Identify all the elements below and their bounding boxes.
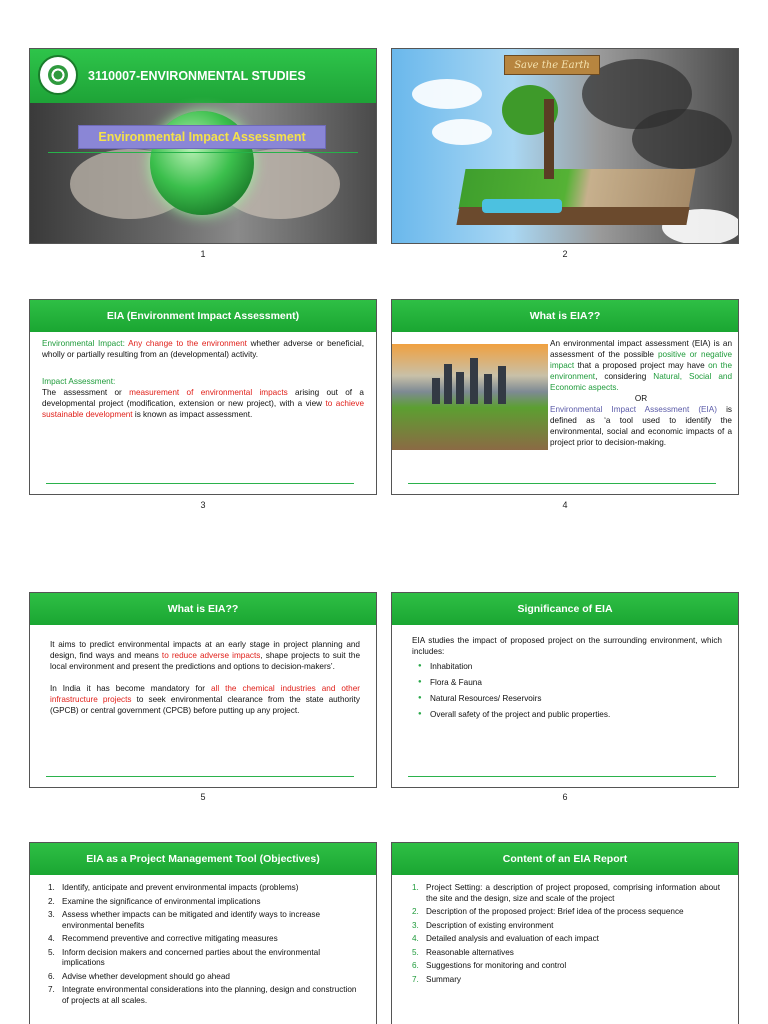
text: In India it has become mandatory for [50, 684, 211, 693]
list-item [412, 948, 720, 959]
page-number: 3 [200, 500, 206, 510]
list-item [412, 975, 720, 986]
slide-6-body [392, 625, 738, 731]
building-shape [444, 364, 452, 404]
significance-list [412, 661, 722, 720]
item-text: Assess whether impacts can be mitigated and identify ways to increase environmental benefits [62, 910, 321, 930]
list-item [48, 985, 358, 1006]
item-text: Description of existing environment [426, 920, 554, 930]
item-number: 3. [48, 910, 55, 919]
water-shape [482, 199, 562, 213]
term-label: Environmental Impact: [42, 339, 129, 348]
slide-2 [391, 48, 739, 244]
highlight: measurement of environmental impacts [129, 388, 288, 397]
list-item [412, 934, 720, 945]
term-label: Impact Assessment: [42, 377, 116, 386]
footer-line [46, 776, 354, 777]
building-shape [456, 372, 464, 404]
slide-5-title: What is EIA?? [30, 593, 376, 625]
item-number: 7. [48, 985, 55, 994]
paragraph [50, 683, 360, 716]
highlight: to reduce adverse impacts [161, 651, 261, 660]
list-item [48, 910, 358, 931]
paragraph [42, 338, 364, 360]
item-text: Advise whether development should go ahead [62, 971, 230, 981]
list-item [48, 897, 358, 908]
paragraph [50, 639, 360, 672]
page-number: 2 [562, 249, 568, 259]
objectives-list [48, 883, 358, 1006]
item-number: 2. [412, 907, 419, 916]
slide-7-body [30, 875, 376, 1015]
list-item [48, 934, 358, 945]
slide-5 [29, 592, 377, 788]
item-number: 2. [48, 896, 55, 906]
item-number: 4. [48, 934, 55, 943]
paragraph [550, 404, 732, 448]
text: arising out of a developmental project (modification, extension or new project), with a view [42, 388, 364, 408]
list-item [412, 921, 720, 932]
slide-4 [391, 299, 739, 495]
report-contents-list [412, 883, 720, 985]
slide-7 [29, 842, 377, 1024]
list-item [48, 883, 358, 894]
item-text: Recommend preventive and corrective mitigating measures [62, 934, 278, 943]
text: is known as impact assessment. [132, 410, 253, 419]
building-shape [484, 374, 492, 404]
slide-5-body [30, 625, 376, 722]
slide-4-body [550, 338, 732, 448]
text: that a proposed project may have [574, 361, 709, 370]
building-shape [432, 378, 440, 404]
list-item [412, 907, 720, 918]
list-item: ● Flora & Fauna [418, 677, 722, 688]
slide-8 [391, 842, 739, 1024]
building-shape [498, 366, 506, 404]
page-number: 6 [562, 792, 568, 802]
footer-line [408, 483, 716, 484]
footer-line [408, 776, 716, 777]
item-text: Inform decision makers and concerned parties about the environmental implications [62, 947, 321, 967]
highlight: Natural, Social and Economic aspects. [550, 372, 732, 392]
item-text: Identify, anticipate and prevent environmental impacts (problems) [62, 883, 299, 892]
slide-8-title: Content of an EIA Report [392, 843, 738, 875]
slide-4-title: What is EIA?? [392, 300, 738, 332]
text: is defined as ‘a tool used to identify the environmental, social and economic impacts of a project prior to decision-making. [550, 405, 732, 447]
list-item: ● Natural Resources/ Reservoirs [418, 693, 722, 704]
slide-7-title: EIA as a Project Management Tool (Objectives) [30, 843, 376, 875]
footer-line [46, 483, 354, 484]
page-number: 1 [200, 249, 206, 259]
item-number: 6. [48, 971, 55, 981]
text: , shape projects to suit the local environment and present the predictions and options to decision-makers’. [50, 651, 360, 671]
highlight: Any change to the environment [128, 339, 247, 348]
slide-6-title: Significance of EIA [392, 593, 738, 625]
text: to seek environmental clearance from the state authority (GPCB) or central government (CPCB) before putting up any project. [50, 695, 360, 715]
item-text: Integrate environmental considerations into the planning, design and construction of projects at all scales. [62, 985, 357, 1005]
or-separator: OR [634, 394, 648, 403]
item-number: 5. [48, 947, 55, 957]
list-item [412, 883, 720, 904]
slide-1-header [30, 49, 376, 103]
banner-underline [48, 152, 358, 153]
text: It aims to predict environmental impacts at an early stage in project planning and design, find ways and means [50, 640, 360, 660]
item-text: Reasonable alternatives [426, 947, 514, 957]
intro-text: EIA studies the impact of proposed project on the surrounding environment, which includes: [412, 636, 722, 656]
paragraph [550, 338, 732, 393]
university-logo-icon [38, 55, 78, 95]
text: whether adverse or beneficial, wholly or partially resulting from an (developmental) activity. [42, 339, 364, 359]
item-text: Summary [426, 974, 462, 984]
item-text: Detailed analysis and evaluation of each impact [426, 934, 599, 943]
page-number: 5 [200, 792, 206, 802]
building-shape [470, 358, 478, 404]
smoke-shape [632, 109, 732, 169]
list-item [412, 961, 720, 972]
highlight: positive or negative impact [550, 350, 732, 370]
item-number: 3. [412, 920, 419, 930]
list-item [48, 948, 358, 969]
slide-3-title: EIA (Environment Impact Assessment) [30, 300, 376, 332]
highlight: all the chemical industries and other infrastructure projects [50, 684, 360, 704]
slide-8-body [392, 875, 738, 994]
item-text: Description of the proposed project: Brief idea of the process sequence [426, 907, 684, 916]
item-number: 7. [412, 974, 419, 984]
slide-1 [29, 48, 377, 244]
slide-1-banner: Environmental Impact Assessment [78, 125, 326, 149]
list-item: ● Inhabitation [418, 661, 722, 672]
slide-3 [29, 299, 377, 495]
cloud-shape [432, 119, 492, 145]
list-item: ● Overall safety of the project and public properties. [418, 709, 722, 720]
item-number: 1. [412, 883, 419, 892]
highlight: Environmental Impact Assessment (EIA) [550, 405, 717, 414]
item-text: Examine the significance of environmental implications [62, 896, 261, 906]
item-text: Project Setting: a description of project proposed, comprising information about the site and the design, size and scale of the project [426, 883, 720, 903]
slide-3-body [30, 332, 376, 426]
text: , considering [595, 372, 654, 381]
save-earth-sign: Save the Earth [504, 55, 600, 75]
highlight: to achieve sustainable development [42, 399, 365, 419]
item-number: 6. [412, 961, 419, 970]
paragraph [42, 387, 364, 420]
item-number: 1. [48, 883, 55, 892]
tree-trunk-shape [544, 99, 554, 179]
item-number: 4. [412, 934, 419, 943]
item-number: 5. [412, 947, 419, 957]
page-number: 4 [562, 500, 568, 510]
course-title: 3110007-ENVIRONMENTAL STUDIES [88, 69, 306, 83]
city-grass-photo [392, 344, 548, 450]
highlight: on the environment [550, 361, 733, 381]
text: An environmental impact assessment (EIA) is an assessment of the possible [550, 339, 732, 359]
slide-6 [391, 592, 739, 788]
text: The assessment or [42, 388, 130, 397]
item-text: Suggestions for monitoring and control [426, 961, 567, 970]
list-item [48, 972, 358, 983]
cloud-shape [412, 79, 482, 109]
